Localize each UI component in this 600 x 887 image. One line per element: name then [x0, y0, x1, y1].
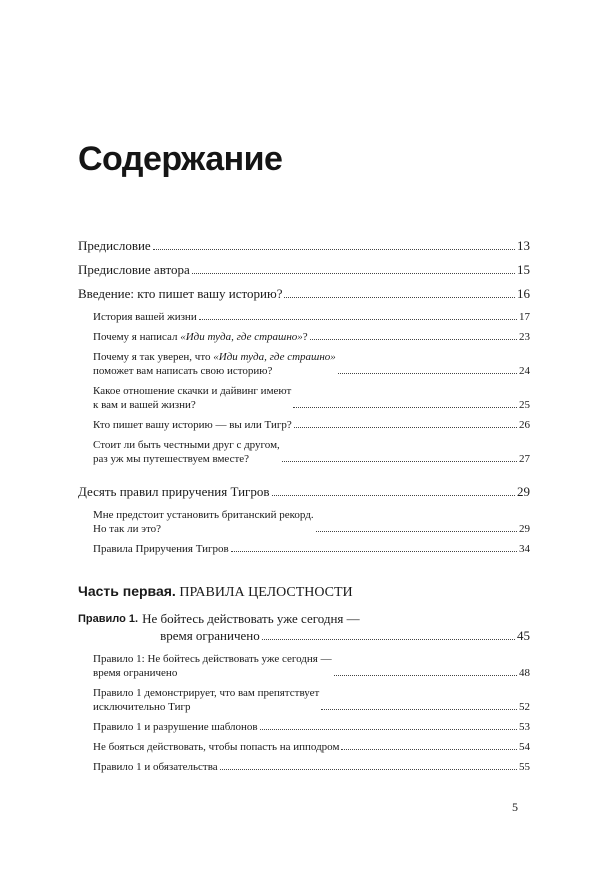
toc-subentry[interactable]: [78, 384, 530, 412]
dot-leader: [338, 373, 517, 374]
toc-subentry-page: 54: [519, 741, 530, 753]
table-of-contents: [78, 238, 530, 780]
dot-leader: [284, 297, 515, 298]
toc-subentry[interactable]: [78, 418, 530, 432]
part-title: ПРАВИЛА ЦЕЛОСТНОСТИ: [179, 585, 353, 600]
toc-subentry-title: Мне предстоит установить британский рекорд. Но так ли это?: [93, 509, 314, 535]
toc-entry-page: 13: [517, 238, 530, 253]
toc-subentry-page: 52: [519, 701, 530, 713]
dot-leader: [220, 769, 517, 770]
toc-entry-rule-1[interactable]: [78, 610, 530, 644]
toc-entry-page: 16: [517, 286, 530, 301]
part-heading[interactable]: [78, 582, 530, 602]
toc-subentry-page: 34: [519, 543, 530, 555]
toc-subentry-page: 25: [519, 399, 530, 411]
toc-subentry[interactable]: [78, 310, 530, 324]
dot-leader: [341, 749, 517, 750]
toc-subentry[interactable]: [78, 508, 530, 536]
toc-subentry-page: 53: [519, 721, 530, 733]
toc-subentry-page: 27: [519, 453, 530, 465]
dot-leader: [272, 495, 515, 496]
toc-subentry-page: 23: [519, 331, 530, 343]
toc-entry-title: Введение: кто пишет вашу историю?: [78, 286, 283, 301]
toc-subentry-title: Правило 1 демонстрирует, что вам препятствует исключительно Тигр: [93, 687, 320, 713]
dot-leader: [192, 273, 515, 274]
rule-title-line-1: Не бойтесь действовать уже сегодня —: [142, 611, 360, 626]
dot-leader: [153, 249, 515, 250]
toc-entry-ten-rules[interactable]: [78, 484, 530, 500]
rule-title-line-2-row: [142, 627, 530, 644]
toc-subentry-title: Почему я так уверен, что «Иди туда, где страшно» поможет вам написать свою историю?: [93, 351, 336, 377]
rule-page: 45: [517, 628, 530, 643]
toc-entry-page: 29: [517, 484, 530, 499]
toc-subentry-title: Не бояться действовать, чтобы попасть на ипподром: [93, 741, 340, 753]
toc-entry-preface[interactable]: [78, 238, 530, 254]
toc-subentry-title: История вашей жизни: [93, 311, 197, 323]
toc-subentry-page: 55: [519, 761, 530, 773]
page-number: 5: [512, 800, 518, 814]
toc-subentry[interactable]: [78, 350, 530, 378]
part-label: Часть первая.: [78, 583, 176, 599]
toc-subentry-title: Стоит ли быть честными друг с другом, раз уж мы путешествуем вместе?: [93, 439, 280, 465]
toc-subentry-title: Правило 1 и разрушение шаблонов: [93, 721, 258, 733]
rule-label: Правило 1.: [78, 613, 139, 625]
toc-subentry-page: 26: [519, 419, 530, 431]
toc-subentry-title: Кто пишет вашу историю — вы или Тигр?: [93, 419, 292, 431]
toc-subentry-title: Правила Приручения Тигров: [93, 543, 229, 555]
toc-subentry[interactable]: [78, 740, 530, 754]
dot-leader: [231, 551, 517, 552]
spacer: [78, 562, 530, 582]
spacer: [78, 472, 530, 484]
toc-subentry-page: 29: [519, 523, 530, 535]
dot-leader: [334, 675, 517, 676]
toc-subentry[interactable]: [78, 686, 530, 714]
toc-entry-title: Предисловие: [78, 238, 151, 253]
toc-subentry[interactable]: [78, 760, 530, 774]
toc-subentry-page: 24: [519, 365, 530, 377]
toc-entry-title: Предисловие автора: [78, 262, 190, 277]
rule-title-line-2: время ограничено: [160, 628, 260, 643]
toc-subentry[interactable]: [78, 720, 530, 734]
dot-leader: [199, 319, 517, 320]
toc-subentry-title: Какое отношение скачки и дайвинг имеют к вам и вашей жизни?: [93, 385, 292, 411]
toc-entry-author-preface[interactable]: [78, 262, 530, 278]
toc-subentry-title: Правило 1: Не бойтесь действовать уже сегодня — время ограничено: [93, 653, 332, 679]
book-title-italic: «Иди туда, где страшно»: [180, 331, 303, 343]
toc-subentry-title: Правило 1 и обязательства: [93, 761, 218, 773]
dot-leader: [321, 709, 517, 710]
dot-leader: [293, 407, 517, 408]
toc-subentry-page: 17: [519, 311, 530, 323]
toc-entry-introduction[interactable]: [78, 286, 530, 302]
dot-leader: [316, 531, 517, 532]
toc-subentry-page: 48: [519, 667, 530, 679]
toc-subentry[interactable]: [78, 438, 530, 466]
toc-entry-page: 15: [517, 262, 530, 277]
dot-leader: [294, 427, 517, 428]
dot-leader: [262, 639, 515, 640]
book-title-italic: «Иди туда, где страшно»: [213, 351, 336, 363]
toc-subentry[interactable]: [78, 652, 530, 680]
dot-leader: [260, 729, 517, 730]
toc-subentry-title: Почему я написал «Иди туда, где страшно»?: [93, 331, 308, 343]
toc-subentry[interactable]: [78, 542, 530, 556]
dot-leader: [282, 461, 517, 462]
toc-subentry[interactable]: [78, 330, 530, 344]
page-title: Содержание: [78, 140, 283, 178]
dot-leader: [310, 339, 517, 340]
toc-entry-title: Десять правил приручения Тигров: [78, 484, 270, 499]
